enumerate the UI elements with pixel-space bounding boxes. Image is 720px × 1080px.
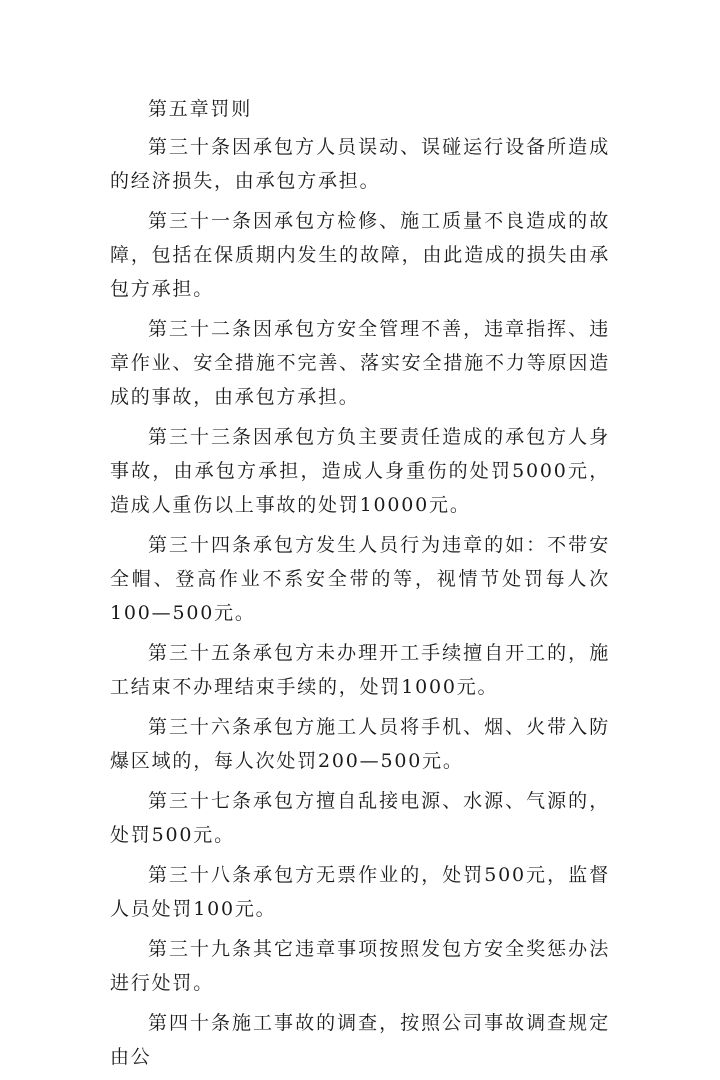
article-30: 第三十条因承包方人员误动、误碰运行设备所造成的经济损失，由承包方承担。 xyxy=(110,136,610,192)
article-33: 第三十三条因承包方负主要责任造成的承包方人身事故，由承包方承担，造成人身重伤的处罚5000元，造成人重伤以上事故的处罚10000元。 xyxy=(110,426,610,516)
chapter-heading: 第五章罚则 xyxy=(148,98,253,120)
article-34: 第三十四条承包方发生人员行为违章的如：不带安全帽、登高作业不系安全带的等，视情节处罚每人次100—500元。 xyxy=(110,534,610,624)
document-body xyxy=(110,92,610,1080)
article-36: 第三十六条承包方施工人员将手机、烟、火带入防爆区域的，每人次处罚200—500元。 xyxy=(110,716,610,772)
article-31: 第三十一条因承包方检修、施工质量不良造成的故障，包括在保质期内发生的故障，由此造成的损失由承包方承担。 xyxy=(110,210,610,300)
article-37: 第三十七条承包方擅自乱接电源、水源、气源的，处罚500元。 xyxy=(110,790,610,846)
article-35: 第三十五条承包方未办理开工手续擅自开工的，施工结束不办理结束手续的，处罚1000元。 xyxy=(110,642,610,698)
article-38: 第三十八条承包方无票作业的，处罚500元，监督人员处罚100元。 xyxy=(110,864,610,920)
article-32: 第三十二条因承包方安全管理不善，违章指挥、违章作业、安全措施不完善、落实安全措施不力等原因造成的事故，由承包方承担。 xyxy=(110,318,610,408)
article-40: 第四十条施工事故的调查，按照公司事故调查规定由公 xyxy=(110,1012,610,1068)
article-39: 第三十九条其它违章事项按照发包方安全奖惩办法进行处罚。 xyxy=(110,938,610,994)
